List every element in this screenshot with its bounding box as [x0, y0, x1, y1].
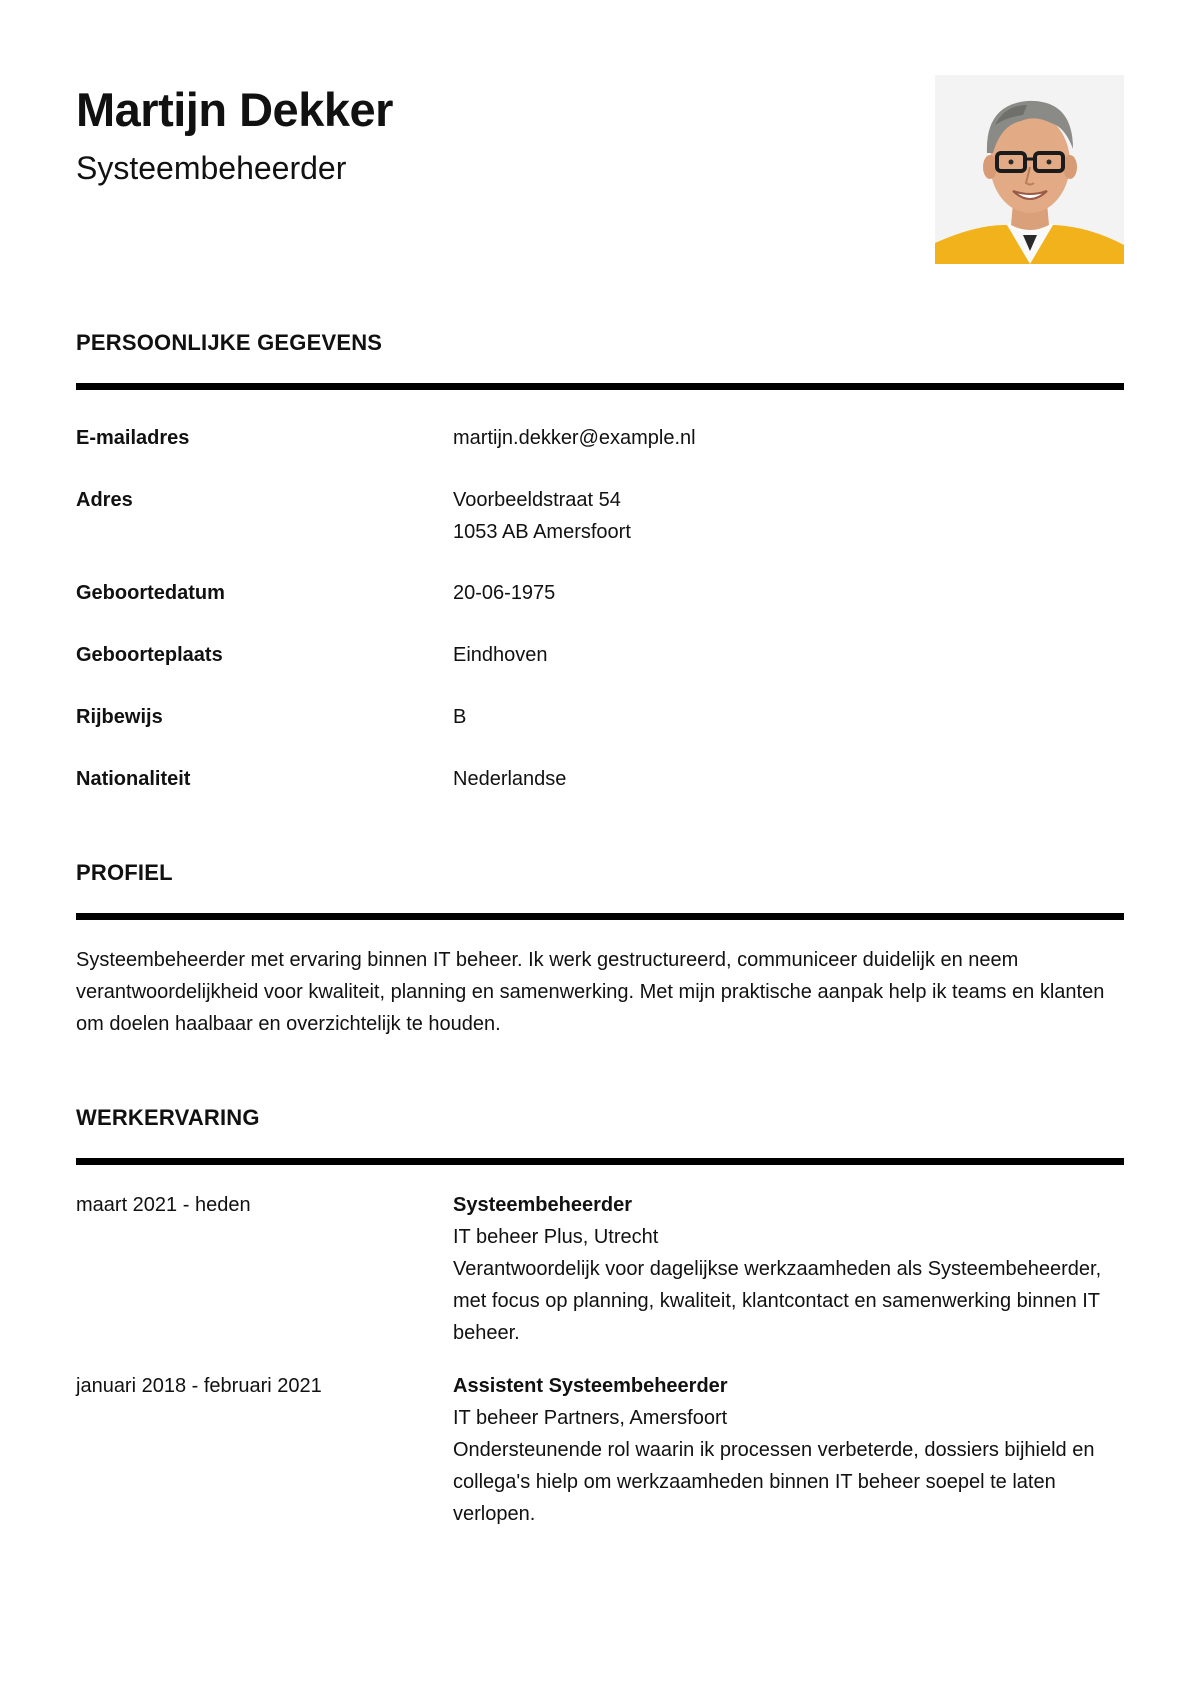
job-description: Verantwoordelijk voor dagelijkse werkzaamheden als Systeembeheerder, met focus op planning, kwaliteit, klantcontact en samenwerking binnen IT beheer. — [453, 1258, 1102, 1344]
value-line: Eindhoven — [453, 644, 548, 666]
section-divider — [76, 1158, 1124, 1165]
job-company: IT beheer Partners, Amersfoort — [453, 1407, 728, 1429]
value-line: Nederlandse — [453, 768, 567, 790]
section-divider — [76, 913, 1124, 920]
value-line: 20-06-1975 — [453, 582, 556, 604]
profile-text: Systeembeheerder met ervaring binnen IT beheer. Ik werk gestructureerd, communiceer duidelijk en neem verantwoordelijkheid voor kwaliteit, planning en samenwerking. Met mijn praktische aanpak help ik teams en klanten om doelen haalbaar en overzichtelijk te houden. — [76, 949, 1105, 1035]
section-heading-experience: WERKERVARING — [76, 1105, 260, 1130]
job-period: maart 2021 - heden — [76, 1194, 251, 1216]
label-birthplace: Geboorteplaats — [76, 644, 223, 666]
section-heading-profile: PROFIEL — [76, 860, 173, 885]
profile-photo — [935, 75, 1124, 264]
value-birthplace — [453, 639, 548, 671]
value-address — [453, 484, 631, 548]
job-entry — [453, 1189, 1125, 1349]
value-line: 1053 AB Amersfoort — [453, 521, 631, 543]
job-role: Assistent Systeembeheerder — [453, 1375, 728, 1397]
job-company: IT beheer Plus, Utrecht — [453, 1226, 659, 1248]
candidate-name: Martijn Dekker — [76, 83, 393, 136]
value-license — [453, 701, 466, 733]
label-license: Rijbewijs — [76, 706, 163, 728]
job-entry — [453, 1370, 1125, 1530]
job-description: Ondersteunende rol waarin ik processen verbeterde, dossiers bijhield en collega's hielp om werkzaamheden binnen IT beheer soepel te laten verlopen. — [453, 1439, 1095, 1525]
label-birthdate: Geboortedatum — [76, 582, 225, 604]
value-email — [453, 422, 696, 454]
label-nationality: Nationaliteit — [76, 768, 191, 790]
job-period: januari 2018 - februari 2021 — [76, 1375, 322, 1397]
job-title: Systeembeheerder — [76, 150, 347, 186]
value-line: B — [453, 706, 467, 728]
section-heading-personal: PERSOONLIJKE GEGEVENS — [76, 330, 383, 355]
value-line: martijn.dekker@example.nl — [453, 427, 696, 449]
label-address: Adres — [76, 489, 133, 511]
value-line: Voorbeeldstraat 54 — [453, 489, 621, 511]
value-nationality — [453, 763, 566, 795]
label-email: E-mailadres — [76, 427, 190, 449]
job-role: Systeembeheerder — [453, 1194, 632, 1216]
value-birthdate — [453, 577, 555, 609]
section-divider — [76, 383, 1124, 390]
